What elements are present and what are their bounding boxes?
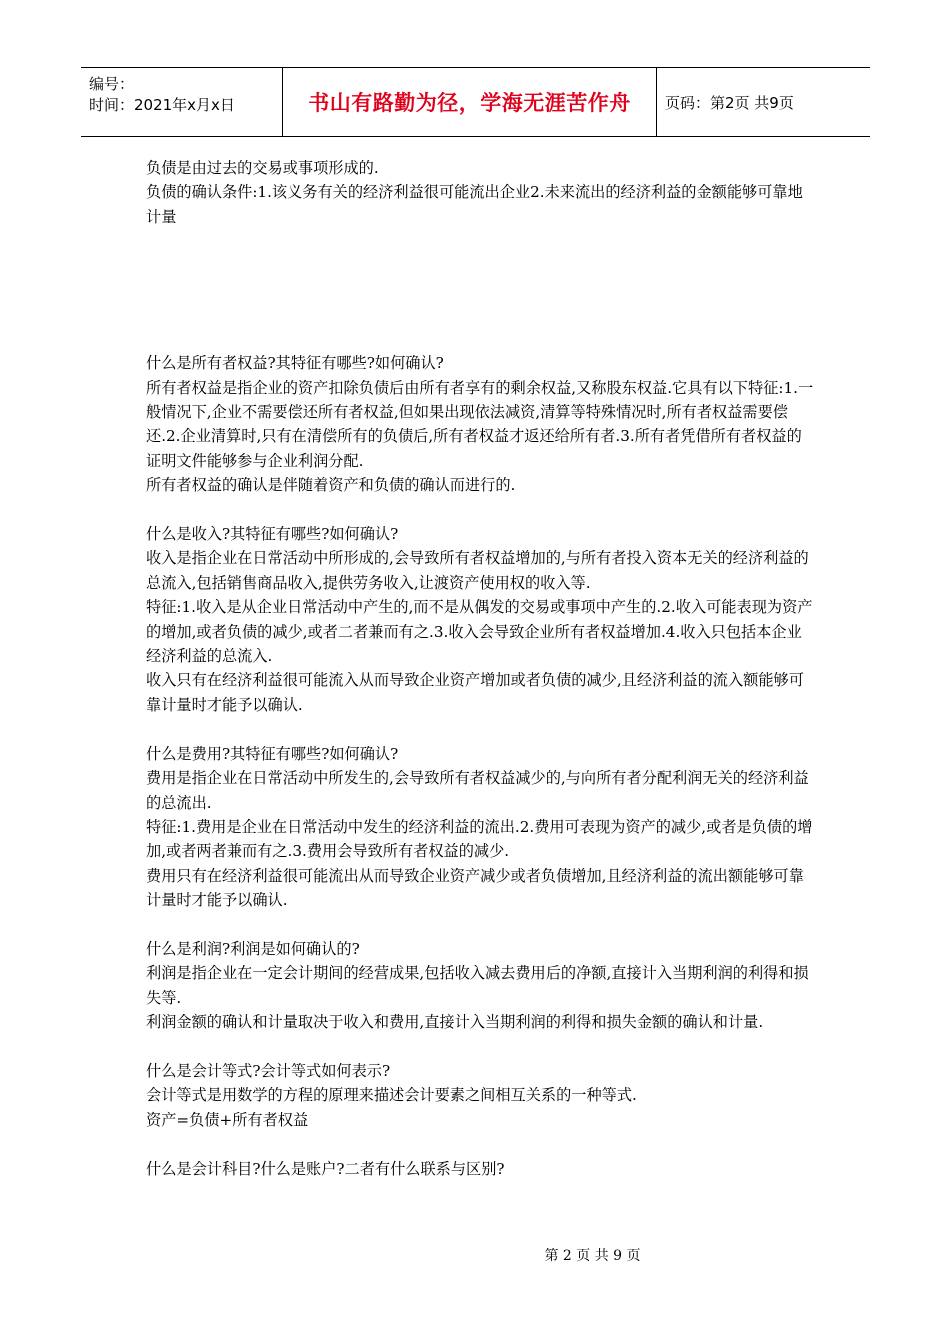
paragraph: 负债的确认条件:1.该义务有关的经济利益很可能流出企业2.未来流出的经济利益的金额能够可靠地计量 — [146, 183, 803, 226]
equation-line: 资产=负债+所有者权益 — [146, 1110, 309, 1129]
paragraph: 特征:1.收入是从企业日常活动中产生的,而不是从偶发的交易或事项中产生的.2.收入可能表现为资产的增加,或者负债的减少,或者二者兼而有之.3.收入会导致企业所有者权益增加.4.收入只包括本企业经济利益的总流入. — [146, 598, 813, 666]
header-info-cell — [81, 68, 283, 136]
question-heading: 什么是会计科目?什么是账户?二者有什么联系与区别? — [146, 1159, 505, 1178]
paragraph: 负债是由过去的交易或事项形成的. — [146, 159, 379, 177]
question-heading: 什么是会计等式?会计等式如何表示? — [146, 1061, 391, 1080]
paragraph: 会计等式是用数学的方程的原理来描述会计要素之间相互关系的一种等式. — [146, 1086, 637, 1105]
paragraph: 收入是指企业在日常活动中所形成的,会导致所有者权益增加的,与所有者投入资本无关的经济利益的总流入,包括销售商品收入,提供劳务收入,让渡资产使用权的收入等. — [146, 549, 809, 592]
paragraph: 特征:1.费用是企业在日常活动中发生的经济利益的流出.2.费用可表现为资产的减少,或者是负债的增加,或者两者兼而有之.3.费用会导致所有者权益的减少. — [146, 817, 813, 861]
paragraph: 利润金额的确认和计量取决于收入和费用,直接计入当期利润的利得和损失金额的确认和计量. — [146, 1013, 764, 1032]
date-label: 时间：2021年x月x日 — [89, 96, 235, 114]
paragraph: 收入只有在经济利益很可能流入从而导致企业资产增加或者负债的减少,且经济利益的流入额能够可靠计量时才能予以确认. — [146, 671, 804, 714]
question-heading: 什么是收入?其特征有哪些?如何确认? — [146, 525, 399, 544]
document-body — [146, 156, 814, 1181]
page-header — [81, 67, 870, 137]
header-page-code: 页码：第2页 共9页 — [665, 93, 794, 112]
paragraph: 所有者权益的确认是伴随着资产和负债的确认而进行的. — [146, 476, 516, 495]
page-footer: 第 2 页 共 9 页 — [544, 1248, 641, 1264]
paragraph: 利润是指企业在一定会计期间的经营成果,包括收入减去费用后的净额,直接计入当期利润的利得和损失等. — [146, 964, 809, 1007]
question-heading: 什么是利润?利润是如何确认的? — [146, 939, 360, 958]
paragraph: 费用是指企业在日常活动中所发生的,会导致所有者权益减少的,与向所有者分配利润无关的经济利益的总流出. — [146, 769, 809, 812]
question-heading: 什么是费用?其特征有哪些?如何确认? — [146, 744, 399, 763]
serial-number-label: 编号： — [89, 75, 135, 93]
paragraph: 所有者权益是指企业的资产扣除负债后由所有者享有的剩余权益,又称股东权益.它具有以下特征:1.一般情况下,企业不需要偿还所有者权益,但如果出现依法减资,清算等特殊情况时,所有者权益需要偿还.2.企业清算时,只有在清偿所有的负债后,所有者权益才返还给所有者.3.所有者凭借所有者权益的证明文件能够参与企业利润分配. — [146, 378, 814, 470]
paragraph: 费用只有在经济利益很可能流出从而导致企业资产减少或者负债增加,且经济利益的流出额能够可靠计量时才能予以确认. — [146, 866, 804, 910]
question-heading: 什么是所有者权益?其特征有哪些?如何确认? — [146, 354, 444, 373]
header-motto: 书山有路勤为径，学海无涯苦作舟 — [283, 68, 657, 136]
